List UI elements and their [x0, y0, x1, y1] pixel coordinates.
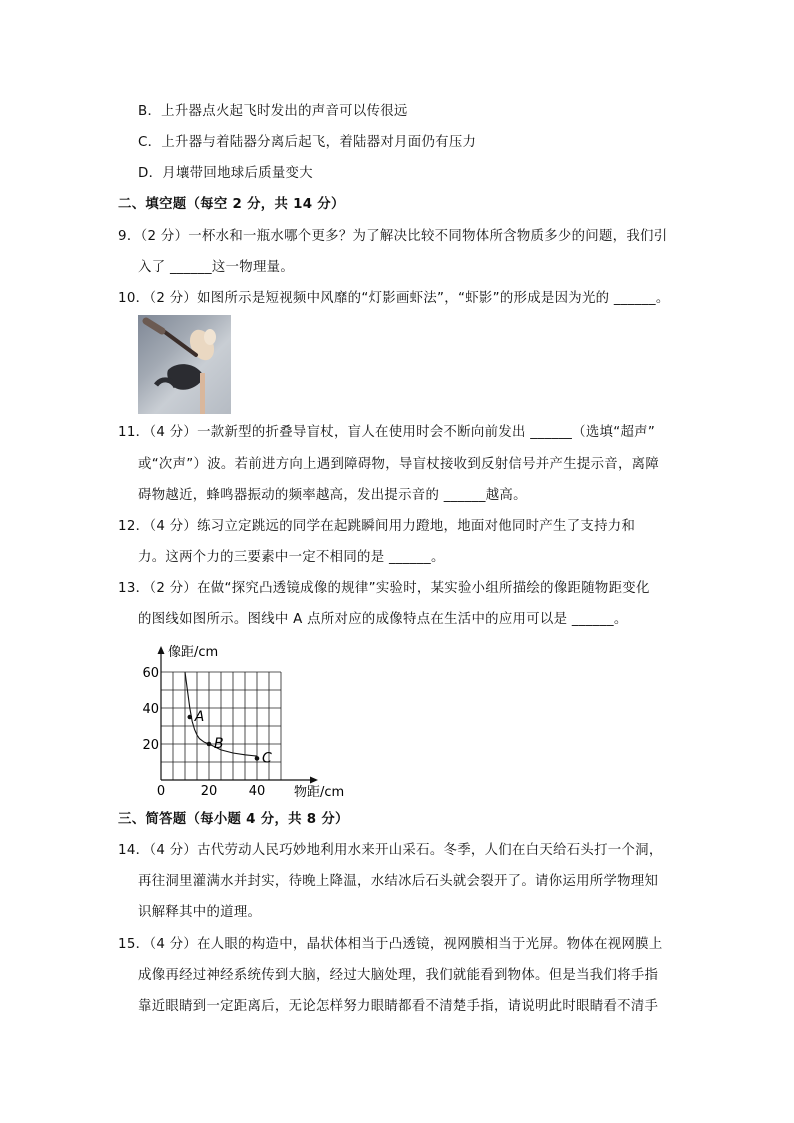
y-tick-label: 20 — [142, 738, 159, 753]
q15-line-2: 成像再经过神经系统传到大脑，经过大脑处理，我们就能看到物体。但是当我们将手指 — [138, 968, 659, 983]
q10-line-1: 10．（2 分）如图所示是短视频中风靡的“灯影画虾法”，“虾影”的形成是因为光的 ______。 — [118, 291, 670, 306]
q12-line-2: 力。这两个力的三要素中一定不相同的是 ______。 — [138, 550, 445, 565]
q15-line-3: 靠近眼睛到一定距离后，无论怎样努力眼睛都看不清楚手指，请说明此时眼睛看不清手 — [138, 999, 659, 1014]
point-label-a: A — [194, 709, 205, 725]
q8-option-d: D．月壤带回地球后质量变大 — [138, 166, 313, 181]
chart-svg — [138, 640, 353, 800]
q11-line-3: 碍物越近，蜂鸣器振动的频率越高，发出提示音的 ______越高。 — [138, 488, 527, 503]
point-label-b: B — [214, 736, 224, 752]
q15-line-1: 15．（4 分）在人眼的构造中，晶状体相当于凸透镜，视网膜相当于光屏。物体在视网膜上 — [118, 937, 663, 952]
point-b — [207, 742, 212, 747]
q13-line-2: 的图线如图所示。图线中 A 点所对应的成像特点在生活中的应用可以是 ______。 — [138, 612, 628, 627]
x-axis-label: 物距/cm — [294, 785, 345, 800]
q11-line-2: 或“次声”）波。若前进方向上遇到障碍物，导盲杖接收到反射信号并产生提示音，离障 — [138, 457, 660, 472]
x-tick-label: 0 — [156, 784, 166, 799]
y-tick-label: 60 — [142, 666, 159, 681]
section-3-title: 三、简答题（每小题 4 分，共 8 分） — [118, 812, 349, 827]
x-tick-label: 20 — [200, 784, 218, 799]
shrimp-shadow-photo — [138, 315, 231, 414]
q11-line-1: 11．（4 分）一款新型的折叠导盲杖，盲人在使用时会不断向前发出 ______（选填“超声” — [118, 425, 656, 440]
q13-line-1: 13．（2 分）在做“探究凸透镜成像的规律”实验时，某实验小组所描绘的像距随物距变化 — [118, 581, 650, 596]
q9-line-1: 9．（2 分）一杯水和一瓶水哪个更多？为了解决比较不同物体所含物质多少的问题，我们引 — [118, 229, 668, 244]
y-tick-label: 40 — [142, 702, 159, 717]
shrimp-shadow-illustration — [138, 315, 231, 414]
point-c — [255, 756, 260, 761]
q8-option-b: B．上升器点火起飞时发出的声音可以传很远 — [138, 104, 408, 119]
y-axis-label: 像距/cm — [168, 645, 219, 660]
section-2-title: 二、填空题（每空 2 分，共 14 分） — [118, 197, 345, 212]
q14-line-1: 14．（4 分）古代劳动人民巧妙地利用水来开山采石。冬季，人们在白天给石头打一个洞， — [118, 843, 663, 858]
q8-option-c: C．上升器与着陆器分离后起飞，着陆器对月面仍有压力 — [138, 135, 477, 150]
q9-line-2: 入了 ______这一物理量。 — [138, 260, 295, 275]
point-label-c: C — [262, 750, 272, 767]
point-a — [188, 715, 193, 720]
y-axis-arrow — [158, 646, 165, 654]
q12-line-1: 12．（4 分）练习立定跳远的同学在起跳瞬间用力蹬地，地面对他同时产生了支持力和 — [118, 519, 636, 534]
x-tick-label: 40 — [248, 784, 266, 799]
q14-line-3: 识解释其中的道理。 — [138, 905, 262, 920]
image-distance-chart — [138, 640, 353, 804]
q14-line-2: 再往洞里灌满水并封实，待晚上降温，水结冰后石头就会裂开了。请你运用所学物理知 — [138, 874, 659, 889]
x-axis-arrow — [310, 777, 318, 784]
